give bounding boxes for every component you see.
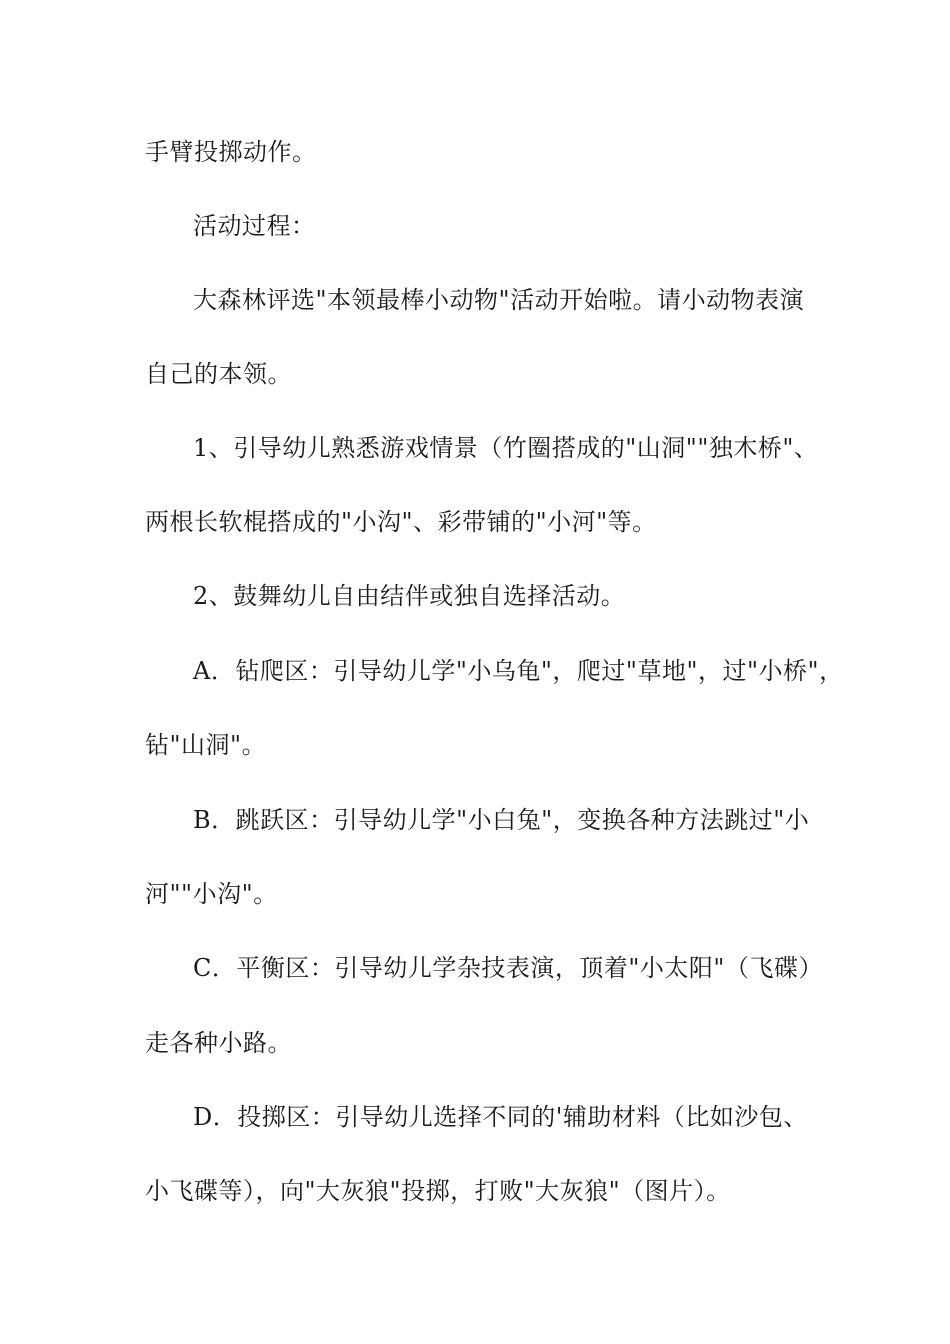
paragraph-line: 钻"山洞"。 — [145, 731, 267, 759]
paragraph-line: 1、引导幼儿熟悉游戏情景（竹圈搭成的"山洞""独木桥"、 — [193, 434, 819, 462]
paragraph-line: 2、鼓舞幼儿自由结伴或独自选择活动。 — [193, 582, 626, 610]
text-line: 手臂投掷动作。 — [145, 138, 317, 166]
paragraph-line: 小飞碟等），向"大灰狼"投掷，打败"大灰狼"（图片）。 — [145, 1177, 731, 1205]
paragraph-line: 自己的本领。 — [145, 360, 292, 388]
paragraph-line: 走各种小路。 — [145, 1029, 292, 1057]
paragraph-line: 两根长软棍搭成的"小沟"、彩带铺的"小河"等。 — [145, 508, 657, 536]
section-heading: 活动过程： — [193, 212, 316, 240]
paragraph-line: 大森林评选"本领最棒小动物"活动开始啦。请小动物表演 — [193, 286, 805, 314]
paragraph-line: C．平衡区：引导幼儿学杂技表演，顶着"小太阳"（飞碟） — [193, 954, 823, 982]
paragraph-line: 河""小沟"。 — [145, 880, 278, 908]
paragraph-line: D．投掷区：引导幼儿选择不同的'辅助材料（比如沙包、 — [193, 1103, 808, 1131]
paragraph-line: A．钻爬区：引导幼儿学"小乌龟"，爬过"草地"，过"小桥"， — [193, 657, 844, 685]
paragraph-line: B．跳跃区：引导幼儿学"小白兔"，变换各种方法跳过"小 — [193, 806, 810, 834]
